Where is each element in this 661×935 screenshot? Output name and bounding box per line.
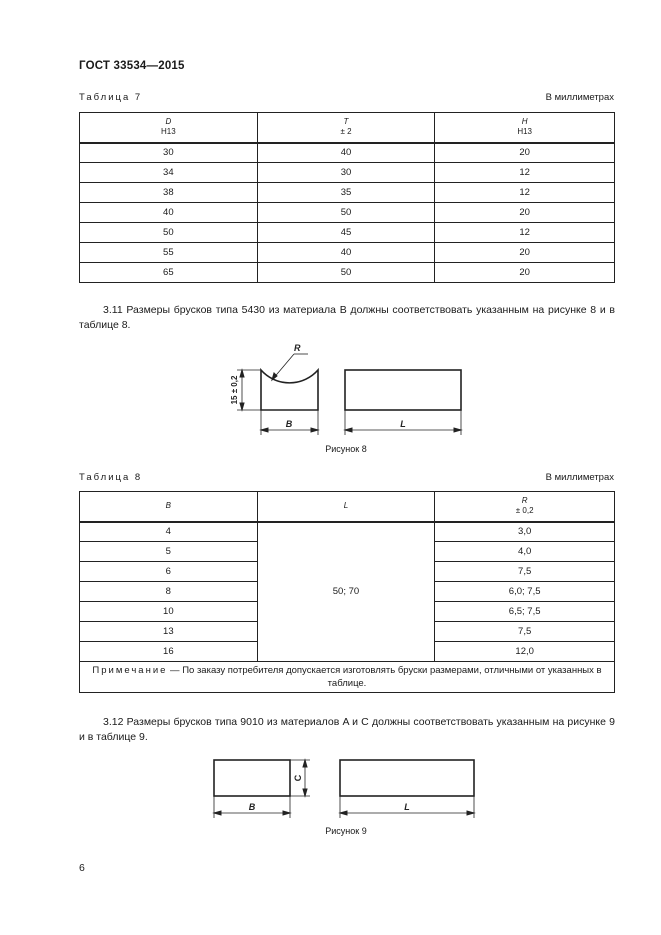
table-row: 16 12,0 [80, 642, 615, 662]
table-row: 34 30 12 [80, 163, 615, 183]
table-row: 38 35 12 [80, 183, 615, 203]
paragraph-3-11: 3.11 Размеры брусков типа 5430 из материала B должны соответствовать указанным на рисунке 8 и в таблице 8. [79, 304, 615, 331]
figure8-label-height: 15 ± 0,2 [230, 375, 239, 405]
figure9-drawing [205, 748, 490, 823]
document-header: ГОСТ 33534—2015 [79, 60, 185, 72]
figure8-label-r: R [294, 343, 301, 353]
table7-caption: Таблица 7 [79, 92, 143, 103]
table8-header-l: L [257, 492, 435, 522]
table-row: 55 40 20 [80, 243, 615, 263]
table-row: 65 50 20 [80, 263, 615, 283]
table8 [79, 491, 615, 693]
table7-header-t: T ± 2 [257, 113, 435, 143]
table8-note-row [80, 662, 615, 693]
table-row: 8 6,0; 7,5 [80, 582, 615, 602]
table-row: 5 4,0 [80, 542, 615, 562]
table-row: 30 40 20 [80, 143, 615, 163]
figure9-label-l: L [404, 802, 410, 812]
table7-header-h: H H13 [435, 113, 615, 143]
table-row: 50 45 12 [80, 223, 615, 243]
table-row: 6 7,5 [80, 562, 615, 582]
table-row: 10 6,5; 7,5 [80, 602, 615, 622]
table8-l-value: 50; 70 [257, 522, 435, 662]
table-row: 40 50 20 [80, 203, 615, 223]
table8-units: В миллиметрах [545, 472, 614, 483]
table7-units: В миллиметрах [545, 92, 614, 103]
table8-caption: Таблица 8 [79, 472, 143, 483]
figure8-label-l: L [400, 419, 406, 429]
figure8-caption: Рисунок 8 [325, 444, 367, 454]
table-row: 4 50; 70 3,0 [80, 522, 615, 542]
figure9-label-b: B [248, 802, 256, 812]
paragraph-3-12: 3.12 Размеры брусков типа 9010 из материалов A и C должны соответствовать указанным на рисунке 9 и в таблице 9. [79, 716, 615, 743]
table7 [79, 112, 615, 283]
figure8-drawing [220, 340, 470, 440]
table7-header-d: D H13 [80, 113, 258, 143]
figure9-label-c: C [293, 774, 303, 782]
table8-header-b: B [80, 492, 258, 522]
figure8-label-b: B [285, 419, 293, 429]
table-row: 13 7,5 [80, 622, 615, 642]
page-number: 6 [79, 862, 85, 874]
table8-note: Примечание — По заказу потребителя допускается изготовлять бруски размерами, отличными от указанных в таблице. [80, 662, 615, 693]
table8-header-r: R ± 0,2 [435, 492, 615, 522]
figure9-caption: Рисунок 9 [325, 826, 367, 836]
